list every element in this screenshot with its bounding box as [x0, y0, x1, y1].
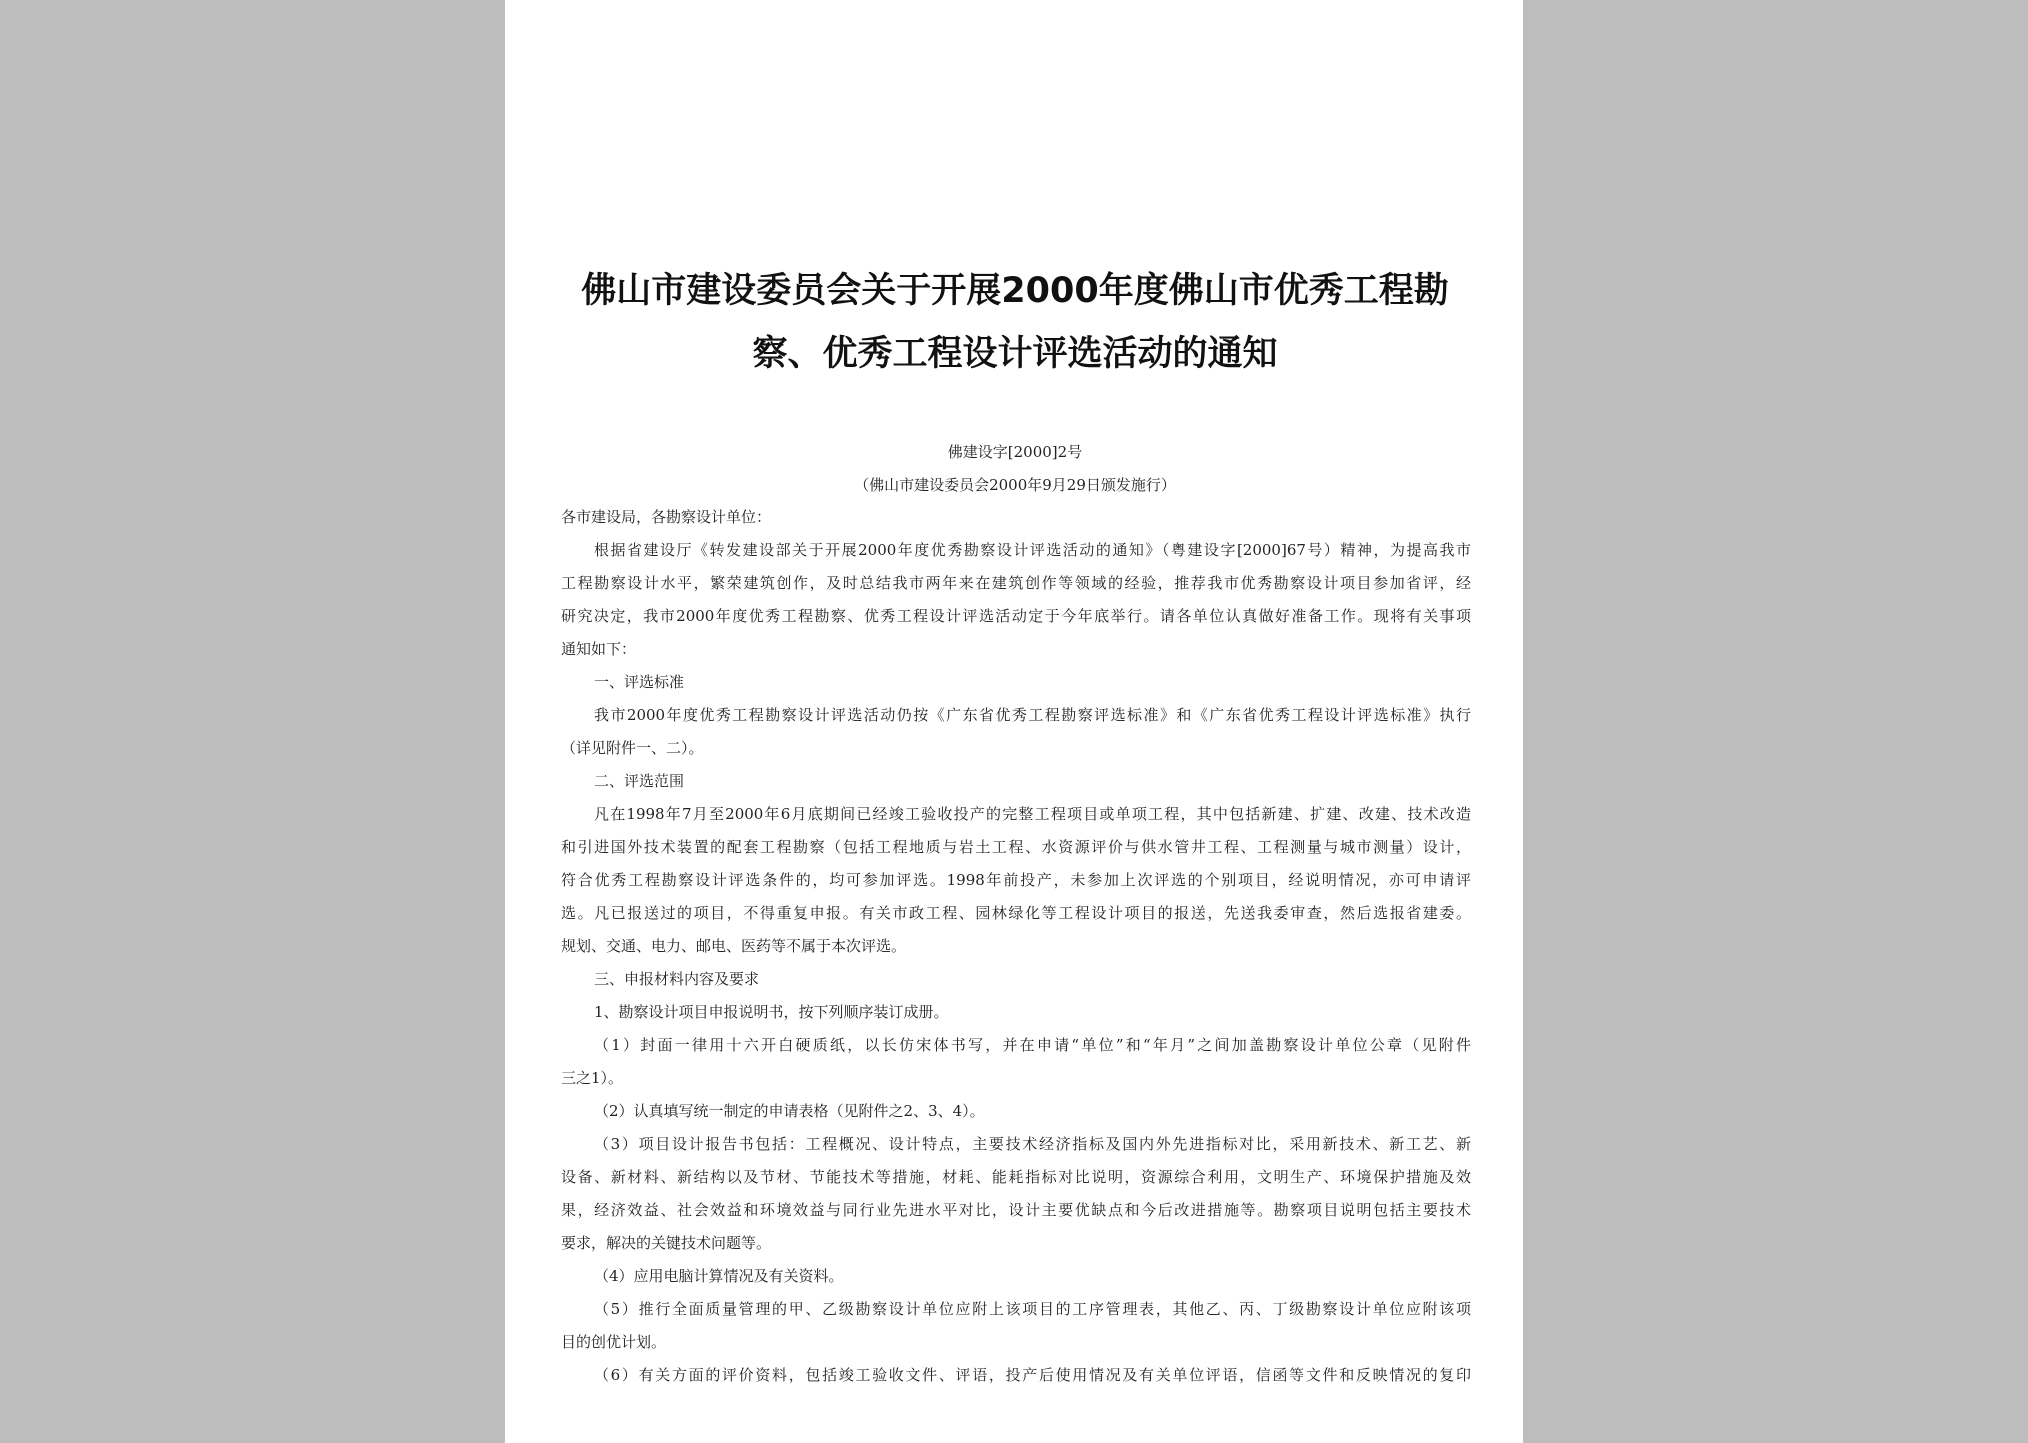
- paragraph-line: 目的创优计划。: [561, 1333, 667, 1351]
- paragraph-line: （4）应用电脑计算情况及有关资料。: [594, 1267, 844, 1285]
- title-line-1: 佛山市建设委员会关于开展2000年度佛山市优秀工程勘: [581, 271, 1449, 311]
- paragraph-line: 要求，解决的关键技术问题等。: [561, 1234, 772, 1252]
- paragraph-line: 根据省建设厅《转发建设部关于开展2000年度优秀勘察设计评选活动的通知》（粤建设字[2000]67号）精神，为提高我市: [594, 541, 1471, 559]
- paragraph-line: 规划、交通、电力、邮电、医药等不属于本次评选。: [561, 937, 907, 955]
- paragraph-line: （详见附件一、二）。: [561, 739, 704, 757]
- document-number: 佛建设字[2000]2号: [947, 443, 1083, 461]
- paragraph-line: 选。凡已报送过的项目，不得重复申报。有关市政工程、园林绿化等工程设计项目的报送，先送我委审查，然后选报省建委。: [561, 904, 1471, 922]
- issue-note: （佛山市建设委员会2000年9月29日颁发施行）: [854, 476, 1176, 494]
- paragraph-line: 设备、新材料、新结构以及节材、节能技术等措施，材耗、能耗指标对比说明，资源综合利用，文明生产、环境保护措施及效: [561, 1168, 1471, 1186]
- section-heading: 三、申报材料内容及要求: [594, 970, 760, 988]
- paragraph-line: （3）项目设计报告书包括：工程概况、设计特点，主要技术经济指标及国内外先进指标对比，采用新技术、新工艺、新: [594, 1135, 1471, 1153]
- paragraph-line: 和引进国外技术装置的配套工程勘察（包括工程地质与岩土工程、水资源评价与供水管井工程、工程测量与城市测量）设计，: [561, 838, 1471, 856]
- paragraph-line: 研究决定，我市2000年度优秀工程勘察、优秀工程设计评选活动定于今年底举行。请各单位认真做好准备工作。现将有关事项: [561, 607, 1471, 625]
- paragraph-line: 符合优秀工程勘察设计评选条件的，均可参加评选。1998年前投产，未参加上次评选的个别项目，经说明情况，亦可申请评: [561, 871, 1471, 889]
- paragraph-line: （1）封面一律用十六开白硬质纸，以长仿宋体书写，并在申请“单位”和“年月”之间加盖勘察设计单位公章（见附件: [594, 1036, 1471, 1054]
- paragraph-line: 凡在1998年7月至2000年6月底期间已经竣工验收投产的完整工程项目或单项工程，其中包括新建、扩建、改建、技术改造: [594, 805, 1471, 823]
- paragraph-line: （2）认真填写统一制定的申请表格（见附件之2、3、4）。: [594, 1102, 985, 1120]
- title-line-2: 察、优秀工程设计评选活动的通知: [752, 334, 1278, 374]
- paragraph-line: 果，经济效益、社会效益和环境效益与同行业先进水平对比，设计主要优缺点和今后改进措施等。勘察项目说明包括主要技术: [561, 1201, 1471, 1219]
- paragraph-line: 通知如下：: [561, 640, 637, 658]
- paragraph-line: 工程勘察设计水平，繁荣建筑创作，及时总结我市两年来在建筑创作等领域的经验，推荐我市优秀勘察设计项目参加省评，经: [561, 574, 1471, 592]
- paragraph-line: 1、勘察设计项目申报说明书，按下列顺序装订成册。: [594, 1003, 949, 1021]
- paragraph-line: 三之1）。: [561, 1069, 624, 1087]
- paragraph-line: （5）推行全面质量管理的甲、乙级勘察设计单位应附上该项目的工序管理表，其他乙、丙、丁级勘察设计单位应附该项: [594, 1300, 1471, 1318]
- salutation: 各市建设局，各勘察设计单位：: [561, 508, 772, 526]
- document-page: [505, 0, 1523, 1443]
- section-heading: 一、评选标准: [594, 673, 685, 691]
- document-title: [565, 260, 1465, 386]
- paragraph-line: 我市2000年度优秀工程勘察设计评选活动仍按《广东省优秀工程勘察评选标准》和《广东省优秀工程设计评选标准》执行: [594, 706, 1471, 724]
- paragraph-line: （6）有关方面的评价资料，包括竣工验收文件、评语，投产后使用情况及有关单位评语，信函等文件和反映情况的复印: [594, 1366, 1471, 1384]
- section-heading: 二、评选范围: [594, 772, 685, 790]
